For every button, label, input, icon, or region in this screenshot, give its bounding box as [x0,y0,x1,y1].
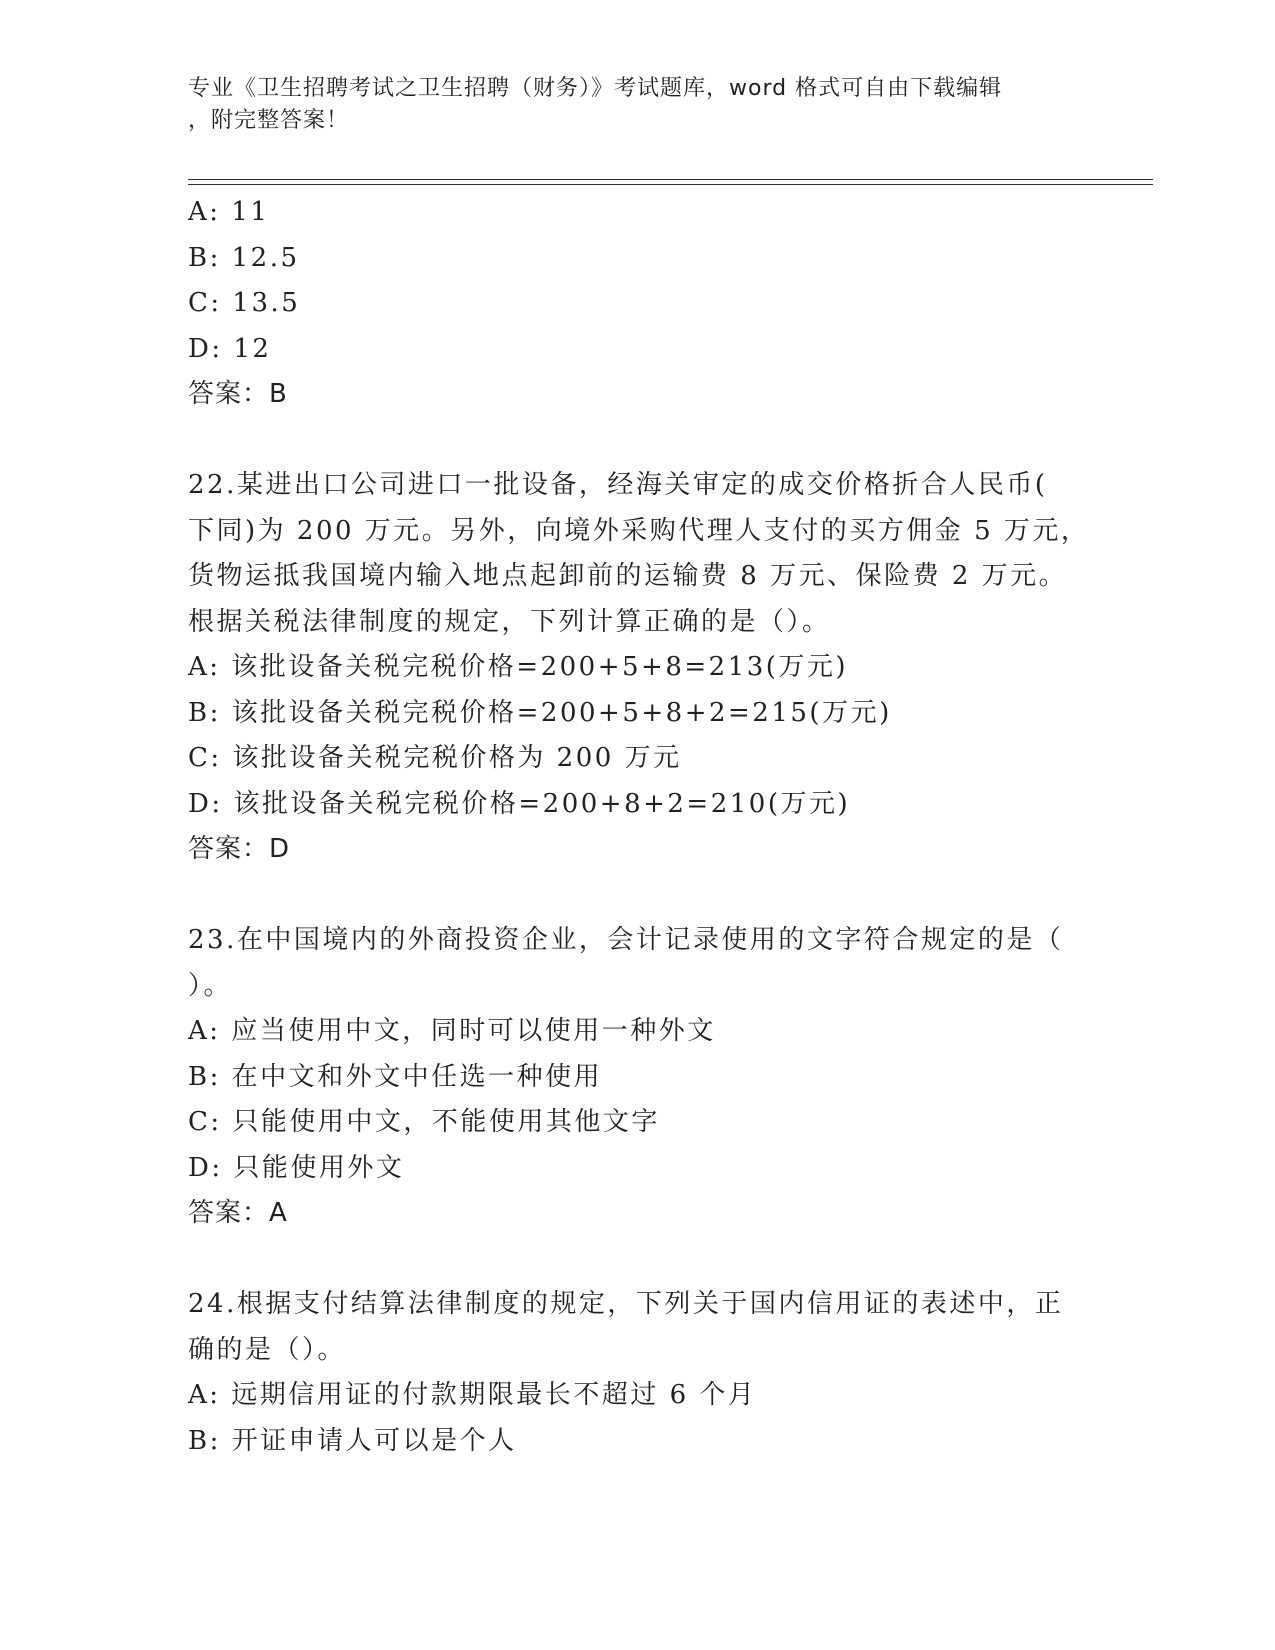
header-divider-top [188,179,1153,180]
option-a: A: 远期信用证的付款期限最长不超过 6 个月 [188,1380,757,1410]
header-line-2: ，附完整答案！ [188,108,350,133]
option-c: C: 只能使用中文，不能使用其他文字 [188,1107,660,1137]
question-text-line: 确的是（）。 [188,1334,347,1365]
question-22 [188,463,1088,873]
header-divider-bottom [188,184,1153,185]
option-c: C: 13.5 [188,288,301,318]
spacer [188,873,1088,919]
question-21-tail [188,190,1088,418]
question-text-line: 货物运抵我国境内输入地点起卸前的运输费 8 万元、保险费 2 万元。 [188,561,1068,591]
option-b: B: 该批设备关税完税价格=200+5+8+2=215(万元) [188,697,892,728]
answer: 答案：B [188,379,288,409]
question-24 [188,1282,1088,1464]
option-b: B: 12.5 [188,242,300,273]
question-text-line: 根据关税法律制度的规定，下列计算正确的是（）。 [188,606,831,637]
option-a: A: 11 [188,197,270,227]
question-text-line: 24.根据支付结算法律制度的规定，下列关于国内信用证的表述中，正 [188,1289,1064,1319]
option-d: D: 只能使用外文 [188,1152,405,1183]
option-b: B: 开证申请人可以是个人 [188,1425,517,1456]
document-header [188,73,1068,137]
question-23 [188,918,1088,1237]
option-d: D: 该批设备关税完税价格=200+8+2=210(万元) [188,788,851,819]
answer: 答案：D [188,834,291,864]
option-c: C: 该批设备关税完税价格为 200 万元 [188,743,682,773]
option-a: A: 该批设备关税完税价格=200+5+8=213(万元) [188,652,849,682]
spacer [188,1237,1088,1283]
question-text-line: 22.某进出口公司进口一批设备，经海关审定的成交价格折合人民币( [188,470,1048,500]
answer: 答案：A [188,1198,288,1228]
option-d: D: 12 [188,333,272,364]
option-b: B: 在中文和外文中任选一种使用 [188,1061,603,1092]
question-text-line: ）。 [188,970,233,1001]
spacer [188,418,1088,464]
header-line-1: 专业《卫生招聘考试之卫生招聘（财务）》考试题库，word 格式可自由下载编辑 [188,76,1003,101]
option-a: A: 应当使用中文，同时可以使用一种外文 [188,1016,716,1046]
question-list [188,190,1088,1464]
question-text-line: 下同)为 200 万元。另外，向境外采购代理人支付的买方佣金 5 万元， [188,515,1090,546]
question-text-line: 23.在中国境内的外商投资企业，会计记录使用的文字符合规定的是（ [188,925,1064,955]
